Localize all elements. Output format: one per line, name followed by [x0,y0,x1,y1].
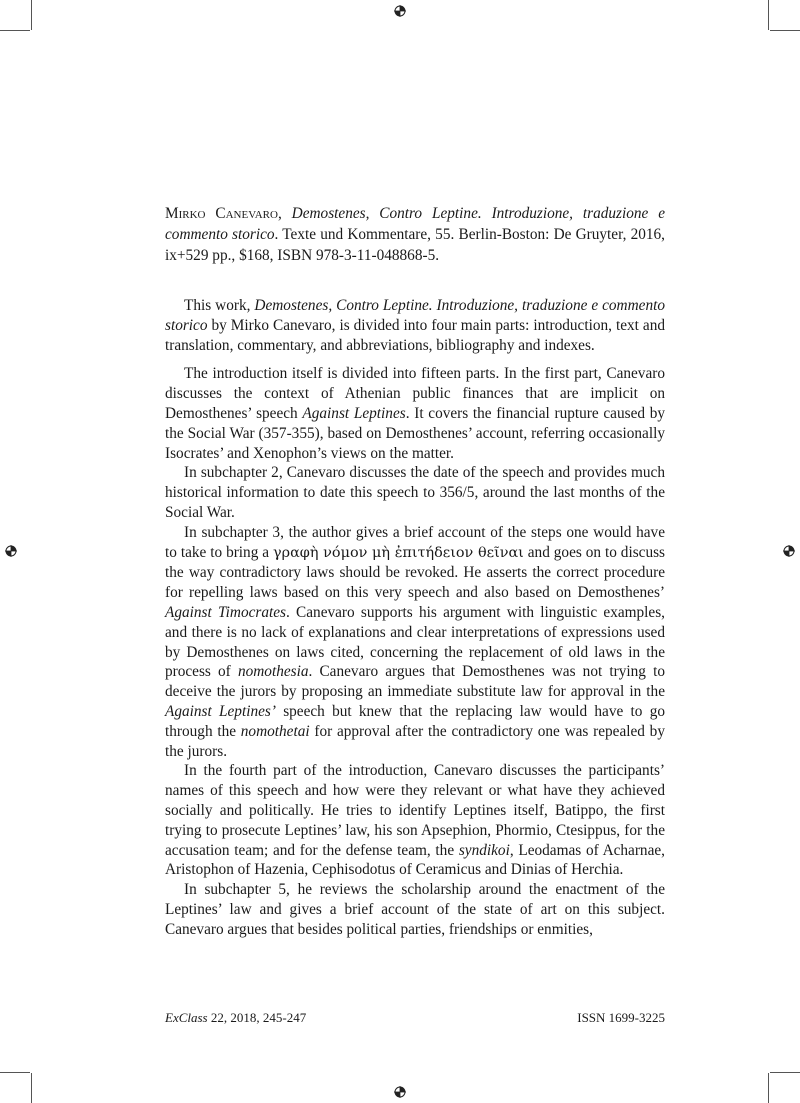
issn: ISSN 1699-3225 [577,1010,665,1025]
paragraph: This work, Demostenes, Contro Leptine. Introduzione, traduzione e commento storico by Mirko Canevaro, is divided into four main parts: introduction, text and translation, commentary, and abbreviations, bibliography and indexes. [165,297,665,354]
crop-mark [0,1072,30,1073]
paragraph: In subchapter 2, Canevaro discusses the date of the speech and provides much historical information to date this speech to 356/5, around the last months of the Social War. [165,464,665,521]
paragraph: The introduction itself is divided into fifteen parts. In the first part, Canevaro discusses the context of Athenian public finances that are implicit on Demosthenes’ speech Against Leptines. It covers the financial rupture caused by the Social War (357-355), based on Demosthenes’ account, referring occasionally Isocrates’ and Xenophon’s views on the matter. [165,365,666,462]
crop-mark [31,1073,32,1103]
book-title: Demostenes, Contro Leptine. Introduzione, traduzione e commento storico [165,205,666,243]
crop-mark [770,30,800,31]
journal-citation: ExClass 22, 2018, 245-247 [165,1010,307,1025]
crop-mark [768,0,769,30]
crop-mark [0,30,30,31]
author-name: Mirko Canevaro [165,205,278,222]
paragraph: In subchapter 5, he reviews the scholarship around the enactment of the Leptines’ law and gives a brief account of the state of art on this subject. Canevaro argues that besides political parties, friendships or enmities, [165,881,665,938]
greek-phrase: γραφὴ νόμον μὴ ἐπιτήδειον θεῖναι [273,544,524,561]
paragraph: In the fourth part of the introduction, Canevaro discusses the participants’ names of this speech and how were they relevant or what have they achieved socially and politically. He tries to identify Leptines itself, Batippo, the first trying to prosecute Leptines’ law, his son Apsephion, Phormio, Ctesippus, for the accusation team; and for the defense team, the syndikoi, Leodamas of Acharnae, Aristophon of Hazenia, Cephisodotus of Ceramicus and Dinias of Herchia. [165,762,665,879]
registration-mark-icon [5,545,17,557]
registration-mark-icon [394,1086,406,1098]
paragraph: In subchapter 3, the author gives a brief account of the steps one would have to take to bring a γραφὴ νόμον μὴ ἐπιτήδειον θεῖναι and goes on to discuss the way contradictory laws should be revoked. He asserts the correct procedure for repelling laws based on this very speech and also based on Demosthenes’ Against Timocrates. Canevaro supports his argument with linguistic examples, and there is no lack of explanations and clear interpretations of expressions used by Demosthenes on laws cited, concerning the replacement of old laws in the process of nomothesia. Canevaro argues that Demosthenes was not trying to deceive the jurors by proposing an immediate substitute law for approval in the Against Leptines’ speech but knew that the replacing law would have to go through the nomothetai for approval after the contradictory one was repealed by the jurors. [165,523,666,760]
registration-mark-icon [394,5,406,17]
review-body [165,296,665,940]
publication-info: Berlin-Boston: De Gruyter, 2016, ix+529 pp., $168, ISBN 978-3-11-048868-5. [165,226,665,264]
registration-mark-icon [783,545,795,557]
crop-mark [770,1072,800,1073]
series-info: Texte und Kommentare, 55. [282,226,455,243]
crop-mark [31,0,32,30]
review-header: Mirko Canevaro, Demostenes, Contro Leptine. Introduzione, traduzione e commento storico. Texte und Kommentare, 55. Berlin-Boston: De Gruyter, 2016, ix+529 pp., $168, ISBN 978-3-11-048868-5. [165,205,666,264]
crop-mark [768,1073,769,1103]
